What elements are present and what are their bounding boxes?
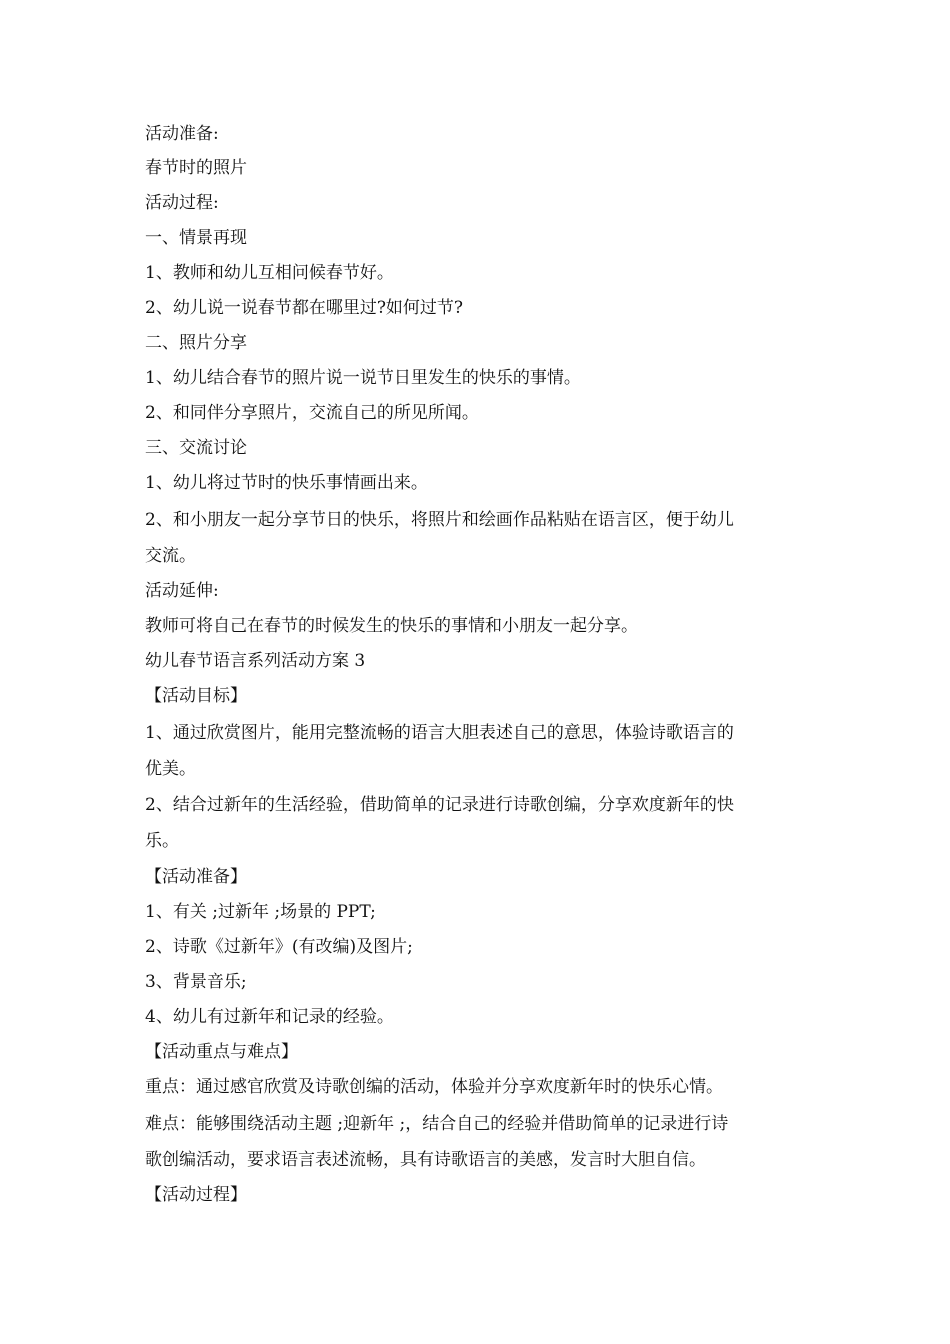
section-heading: 【活动目标】 xyxy=(145,686,247,706)
text-line: 乐。 xyxy=(145,831,179,851)
section-heading: 【活动过程】 xyxy=(145,1185,247,1205)
text-line: 2、幼儿说一说春节都在哪里过?如何过节? xyxy=(145,298,464,318)
text-line: 活动延伸: xyxy=(145,581,219,601)
text-line: 2、诗歌《过新年》(有改编)及图片; xyxy=(145,937,413,957)
section-title: 幼儿春节语言系列活动方案 3 xyxy=(145,651,366,671)
text-line: 交流。 xyxy=(145,546,196,566)
text-line: 2、和同伴分享照片，交流自己的所见所闻。 xyxy=(145,403,479,423)
text-line: 3、背景音乐; xyxy=(145,972,247,992)
text-line: 二、照片分享 xyxy=(145,333,247,353)
text-line: 三、交流讨论 xyxy=(145,438,247,458)
text-line: 活动准备: xyxy=(145,124,219,144)
text-line: 1、有关 ;过新年 ;场景的 PPT; xyxy=(145,902,376,922)
text-line: 2、和小朋友一起分享节日的快乐，将照片和绘画作品粘贴在语言区，便于幼儿 xyxy=(145,510,734,530)
text-line: 教师可将自己在春节的时候发生的快乐的事情和小朋友一起分享。 xyxy=(145,616,638,636)
text-line: 1、通过欣赏图片，能用完整流畅的语言大胆表述自己的意思，体验诗歌语言的 xyxy=(145,723,734,743)
text-line: 2、结合过新年的生活经验，借助简单的记录进行诗歌创编，分享欢度新年的快 xyxy=(145,795,734,815)
text-line: 难点：能够围绕活动主题 ;迎新年 ;，结合自己的经验并借助简单的记录进行诗 xyxy=(145,1114,729,1134)
text-line: 4、幼儿有过新年和记录的经验。 xyxy=(145,1007,394,1027)
text-line: 1、幼儿将过节时的快乐事情画出来。 xyxy=(145,473,428,493)
section-heading: 【活动重点与难点】 xyxy=(145,1042,298,1062)
text-line: 1、幼儿结合春节的照片说一说节日里发生的快乐的事情。 xyxy=(145,368,581,388)
text-line: 一、情景再现 xyxy=(145,228,247,248)
text-line: 活动过程: xyxy=(145,193,219,213)
section-heading: 【活动准备】 xyxy=(145,867,247,887)
text-line: 春节时的照片 xyxy=(145,158,247,178)
text-line: 1、教师和幼儿互相问候春节好。 xyxy=(145,263,394,283)
text-line: 优美。 xyxy=(145,759,196,779)
document-body xyxy=(145,117,815,1213)
text-line: 歌创编活动，要求语言表述流畅，具有诗歌语言的美感，发言时大胆自信。 xyxy=(145,1150,706,1170)
text-line: 重点：通过感官欣赏及诗歌创编的活动，体验并分享欢度新年时的快乐心情。 xyxy=(145,1077,723,1097)
